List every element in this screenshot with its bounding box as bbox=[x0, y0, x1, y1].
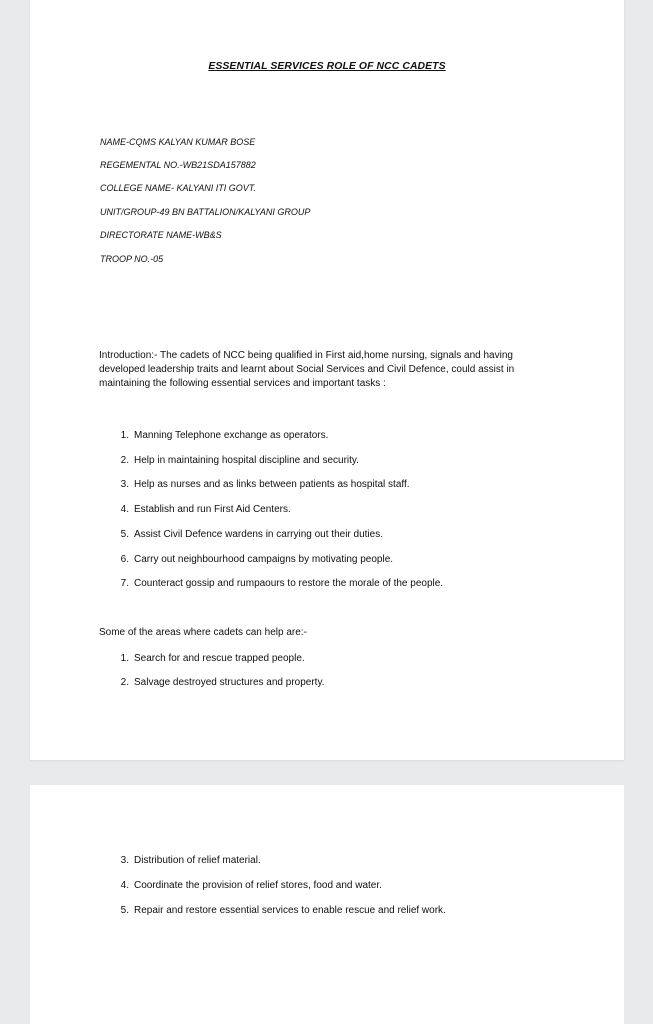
document-page-2: 3. Distribution of relief material. 4. Coordinate the provision of relief stores, food and water. 5. Repair and restore essential services to enable rescue and relief work. bbox=[30, 785, 624, 1024]
intro-line: developed leadership traits and learnt about Social Services and Civil Defence, could assist in bbox=[99, 364, 515, 375]
regimental-number: REGEMENTAL NO.-WB21SDA157882 bbox=[100, 160, 256, 170]
intro-line: maintaining the following essential services and important tasks : bbox=[99, 378, 386, 389]
unit-group: UNIT/GROUP-49 BN BATTALION/KALYANI GROUP bbox=[100, 207, 311, 217]
troop-number: TROOP NO.-05 bbox=[100, 254, 164, 264]
intro-line: Introduction:- The cadets of NCC being qualified in First aid,home nursing, signals and having bbox=[99, 350, 513, 361]
areas-heading: Some of the areas where cadets can help are:- bbox=[99, 627, 307, 638]
cadet-name: NAME-CQMS KALYAN KUMAR BOSE bbox=[100, 137, 256, 147]
introduction-paragraph bbox=[99, 349, 549, 391]
directorate-name: DIRECTORATE NAME-WB&S bbox=[100, 230, 222, 240]
document-page-1: ESSENTIAL SERVICES ROLE OF NCC CADETS NAME-CQMS KALYAN KUMAR BOSE REGEMENTAL NO.-WB21SDA157882 COLLEGE NAME- KALYANI ITI GOVT. UNIT/GROUP-49 BN BATTALION/KALYANI GROUP DIRECTORATE NAME-WB&S TROOP NO.-05 Introduction:- The cadets of NCC being qualified in First aid,home nursing, signals and having developed leadership traits and learnt about Social Services and Civil Defence, could assist in maintaining the following essential services and important tasks : 1. Manning Telephone exchange as operators. 2. Help in maintaining hospital discipline and security. 3. Help as nurses and as links between patients as hospital staff. 4. Establish and run First Aid Centers. 5. Assist Civil Defence wardens in carrying out their duties. 6. Carry out neighbourhood campaigns by motivating people. 7. Counteract gossip and rumpaours to restore the morale of the people. Some of the areas where cadets can help are:- 1. Search for and rescue trapped people. 2. Salvage destroyed structures and property. bbox=[30, 0, 624, 760]
college-name: COLLEGE NAME- KALYANI ITI GOVT. bbox=[100, 183, 256, 193]
document-title: ESSENTIAL SERVICES ROLE OF NCC CADETS bbox=[208, 61, 446, 72]
